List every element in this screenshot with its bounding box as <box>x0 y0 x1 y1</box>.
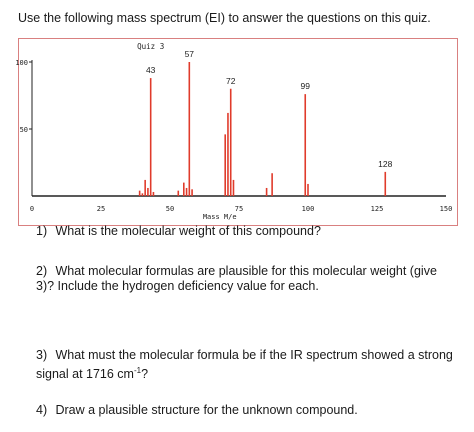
question-2-number: 2) <box>36 264 48 278</box>
question-4 <box>36 403 456 418</box>
question-3-text: What must the molecular formula be if the IR spectrum showed a strong signal at 1716 cm <box>36 348 453 382</box>
peak-label: 99 <box>300 81 310 92</box>
question-4-text: Draw a plausible structure for the unknown compound. <box>55 403 358 417</box>
intro-text: Use the following mass spectrum (EI) to answer the questions on this quiz. <box>18 11 431 25</box>
peak-label: 72 <box>225 75 236 86</box>
x-tick-label: 50 <box>165 205 175 213</box>
x-tick-label: 25 <box>96 205 106 213</box>
peak-label: 57 <box>184 49 195 59</box>
question-4-number: 4) <box>36 403 48 417</box>
chart-title: Quiz 3 <box>137 42 165 51</box>
x-tick-label: 0 <box>29 205 35 213</box>
x-axis-label: Mass M/e <box>202 213 237 221</box>
question-2-text: What molecular formulas are plausible for this molecular weight (give 3)? Include the hydrogen deficiency value for each. <box>36 264 437 293</box>
y-tick-label: 50 <box>19 126 28 134</box>
x-tick-label: 75 <box>234 205 244 213</box>
question-1 <box>36 224 456 239</box>
peak-label: 128 <box>378 158 393 169</box>
x-tick-label: 150 <box>439 205 453 213</box>
y-tick-label: 100 <box>15 59 28 67</box>
x-tick-label: 125 <box>370 205 384 213</box>
question-1-number: 1) <box>36 224 48 238</box>
question-3-superscript: -1 <box>133 366 142 375</box>
x-tick-label: 100 <box>301 205 315 213</box>
peak-label: 43 <box>145 65 156 76</box>
question-3 <box>36 348 456 382</box>
question-2 <box>36 264 456 294</box>
question-3-suffix: ? <box>141 367 149 382</box>
question-1-text: What is the molecular weight of this compound? <box>55 224 321 238</box>
question-3-number: 3) <box>36 348 48 362</box>
